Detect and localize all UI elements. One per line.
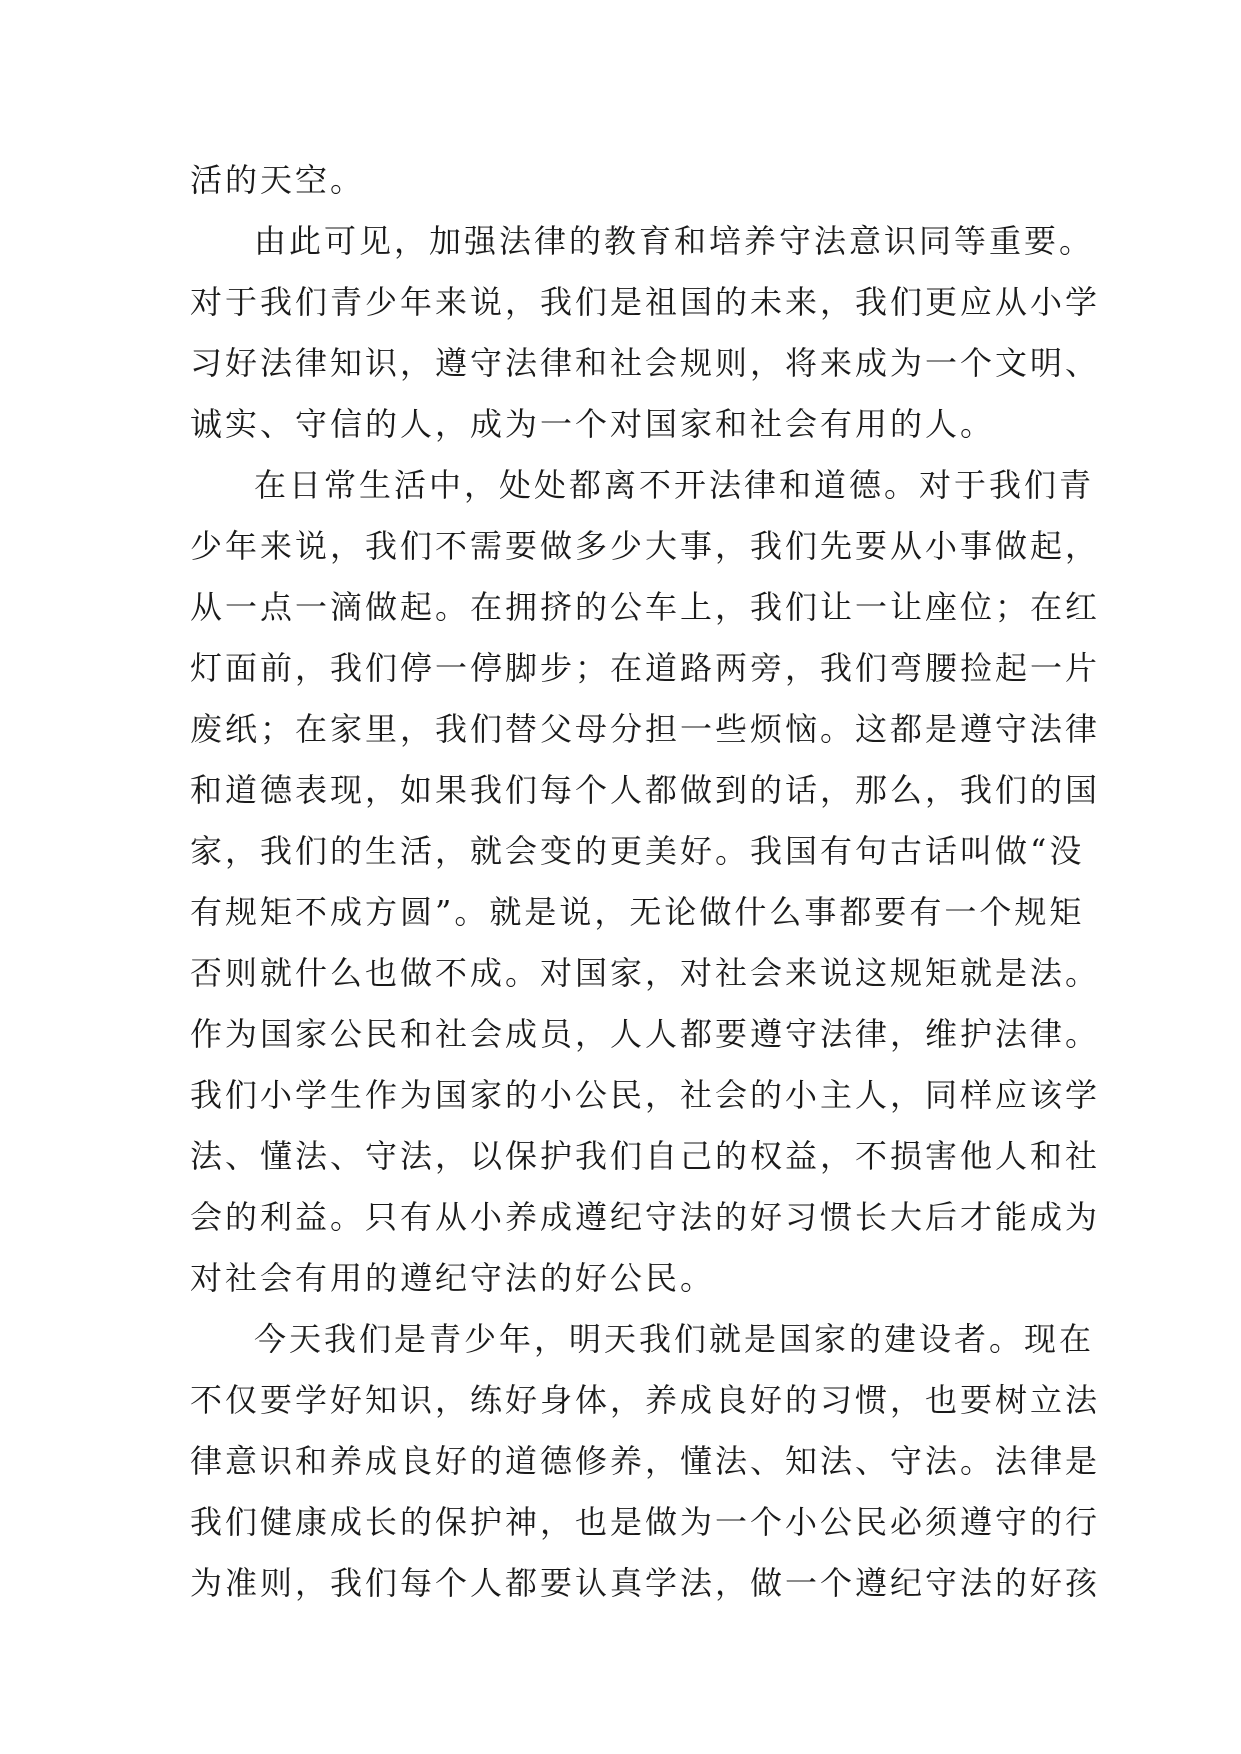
text-line: 我们健康成长的保护神，也是做为一个小公民必须遵守的行 — [190, 1503, 1101, 1541]
text-line: 我们小学生作为国家的小公民，社会的小主人，同样应该学 — [190, 1076, 1101, 1114]
text-line: 活的天空。 — [190, 161, 366, 199]
text-line: 律意识和养成良好的道德修养，懂法、知法、守法。法律是 — [190, 1442, 1101, 1480]
text-line: 诚实、守信的人，成为一个对国家和社会有用的人。 — [190, 405, 996, 443]
text-line: 有规矩不成方圆”。就是说，无论做什么事都要有一个规矩 — [190, 893, 1085, 931]
paragraph-first-line: 今天我们是青少年，明天我们就是国家的建设者。现在 — [254, 1320, 1095, 1358]
text-line: 少年来说，我们不需要做多少大事，我们先要从小事做起， — [190, 527, 1101, 565]
text-line: 灯面前，我们停一停脚步；在道路两旁，我们弯腰捡起一片 — [190, 649, 1101, 687]
text-line: 作为国家公民和社会成员，人人都要遵守法律，维护法律。 — [190, 1015, 1101, 1053]
text-line: 对于我们青少年来说，我们是祖国的未来，我们更应从小学 — [190, 283, 1101, 321]
body-text — [190, 150, 1101, 1614]
text-line: 否则就什么也做不成。对国家，对社会来说这规矩就是法。 — [190, 954, 1101, 992]
text-line: 从一点一滴做起。在拥挤的公车上，我们让一让座位；在红 — [190, 588, 1101, 626]
paragraph-first-line: 由此可见，加强法律的教育和培养守法意识同等重要。 — [254, 222, 1095, 260]
text-line: 对社会有用的遵纪守法的好公民。 — [190, 1259, 716, 1297]
text-line: 法、懂法、守法，以保护我们自己的权益，不损害他人和社 — [190, 1137, 1101, 1175]
text-line: 废纸；在家里，我们替父母分担一些烦恼。这都是遵守法律 — [190, 710, 1101, 748]
text-line: 家，我们的生活，就会变的更美好。我国有句古话叫做“没 — [190, 832, 1085, 870]
text-line: 和道德表现，如果我们每个人都做到的话，那么，我们的国 — [190, 771, 1101, 809]
paragraph-first-line: 在日常生活中，处处都离不开法律和道德。对于我们青 — [254, 466, 1095, 504]
text-line: 为准则，我们每个人都要认真学法，做一个遵纪守法的好孩 — [190, 1564, 1101, 1602]
text-line: 习好法律知识，遵守法律和社会规则，将来成为一个文明、 — [190, 344, 1101, 382]
text-line: 会的利益。只有从小养成遵纪守法的好习惯长大后才能成为 — [190, 1198, 1101, 1236]
text-line: 不仅要学好知识，练好身体，养成良好的习惯，也要树立法 — [190, 1381, 1101, 1419]
